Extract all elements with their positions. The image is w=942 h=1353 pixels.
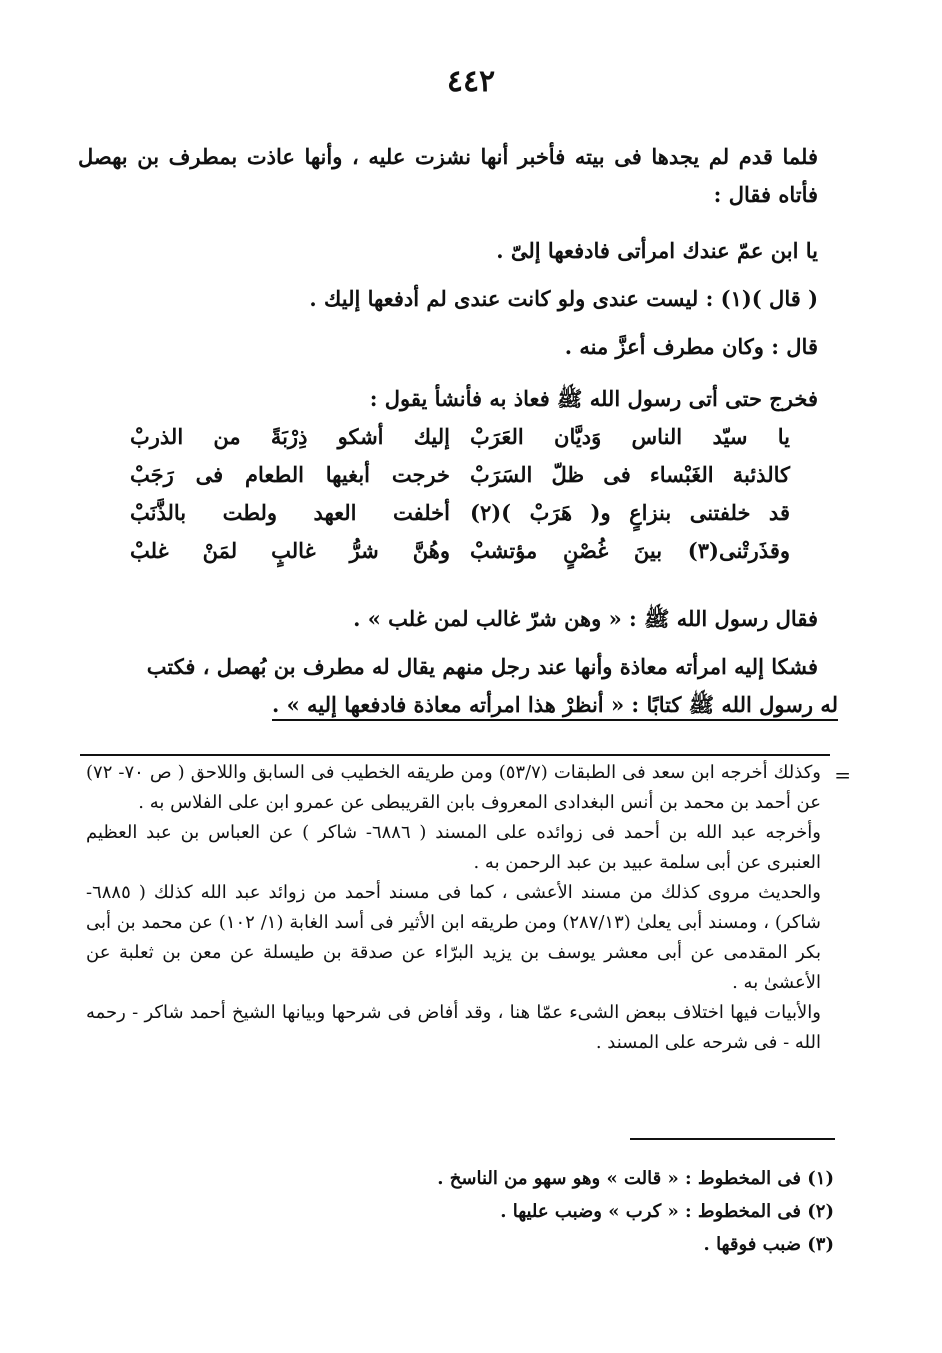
poem-verse: [130, 494, 790, 532]
poem-hemistich-right: قد خلفتنى بنزاعٍ و( هَرَبْ )(٢): [470, 500, 790, 525]
footnote-3: (٣) ضبب فوقها .: [703, 1234, 834, 1255]
main-line-2: يا ابن عمّ عندك امرأتى فادفعها إلىّ .: [496, 238, 818, 263]
footnote-1: (١) فى المخطوط : « قالت » وهو سهو من الناسخ .: [437, 1168, 834, 1189]
continuation-mark: =: [834, 763, 851, 787]
main-line-4: قال : وكان مطرف أعزَّ منه .: [564, 334, 818, 359]
note-paragraph-1: وكذلك أخرجه ابن سعد فى الطبقات (٥٣/٧) ومن طريقه الخطيب فى السابق واللاحق ( ص ٧٠- ٧٢) عن أحمد بن محمد بن أنس البغدادى المعروف بابن القريبطى عن عمرو ابن على الفلاس به .: [86, 762, 821, 813]
poem-hemistich-right: كالذئبة الغَبْساء فى ظلّ السَرَبْ: [470, 462, 790, 487]
complaint-paragraph: فشكا إليه امرأته معاذة وأنها عند رجل منهم يقال له مطرف بن بُهصل ، فكتب: [146, 654, 818, 679]
page-number: ٤٤٢: [446, 64, 496, 99]
poem-hemistich-right: يا سيّد الناس وَديَّان العَرَبْ: [470, 424, 790, 449]
main-text: [78, 138, 838, 418]
main-line-3: ( قال )(١) : ليست عندى ولو كانت عندى لم أدفعها إليك .: [309, 286, 818, 311]
poem-hemistich-left: أخلفت العهد ولطت بالذَّنَبْ: [130, 500, 450, 525]
poem-verse: [130, 532, 790, 570]
footnote-2: (٢) فى المخطوط : « كرب » وضبب عليها .: [500, 1201, 834, 1222]
note-paragraph-2: وأخرجه عبد الله بن أحمد فى زوائده على المسند ( ٦٨٨٦- شاكر ) عن العباس بن عبد العظيم العنبرى عن أبى سلمة عبيد بن عبد الرحمن به .: [86, 822, 821, 873]
after-poem-text: [78, 600, 838, 724]
prophet-reply-line: فقال رسول الله ﷺ : « وهن شرّ غالب لمن غلب » .: [353, 606, 818, 631]
takhrij-notes: [86, 758, 851, 1058]
poem-hemistich-left: إليك أشكو ذِرْبَةً من الذربْ: [130, 424, 450, 449]
poem-hemistich-left: خرجت أبغيها الطعام فى رَجَبْ: [130, 462, 450, 487]
footnote-separator: [630, 1138, 835, 1140]
poem: [130, 418, 790, 570]
main-paragraph-1: فلما قدم لم يجدها فى بيته فأخبر أنها نشزت عليه ، وأنها عاذت بمطرف بن بهصل فأتاه فقال :: [78, 144, 818, 207]
poem-hemistich-left: وهُنَّ شرُّ غالبٍ لمَنْ غلبْ: [130, 538, 450, 563]
poem-verse: [130, 456, 790, 494]
letter-line: له رسول الله ﷺ كتابًا : « أنظرْ هذا امرأته معاذة فادفعها إليه » .: [272, 692, 838, 721]
note-paragraph-4: والأبيات فيها اختلاف ببعض الشىء عمّا هنا ، وقد أفاض فى شرحها وبيانها الشيخ أحمد شاكر - رحمه الله - فى شرحه على المسند .: [86, 1002, 821, 1053]
poem-hemistich-right: وقذَرتْنى(٣) بينَ غُصْنٍ مؤتشبْ: [470, 538, 790, 563]
note-paragraph-3: والحديث مروى كذلك من مسند الأعشى ، كما فى مسند أحمد من زوائد عبد الله كذلك ( ٦٨٨٥- شاكر) ، ومسند أبى يعلىٰ (٢٨٧/١٣) ومن طريقه ابن الأثير فى أسد الغابة (١/ ١٠٢) عن محمد بن أبى بكر المقدمى عن أبى معشر يوسف بن يزيد البرّاء عن صدقة بن طيسلة عن معن بن ثعلبة عن الأعشىٰ به .: [86, 882, 821, 993]
notes-separator: [80, 754, 830, 756]
main-line-5: فخرج حتى أتى رسول الله ﷺ فعاذ به فأنشأ يقول :: [369, 386, 818, 411]
footnotes: [134, 1162, 834, 1261]
poem-verse: [130, 418, 790, 456]
